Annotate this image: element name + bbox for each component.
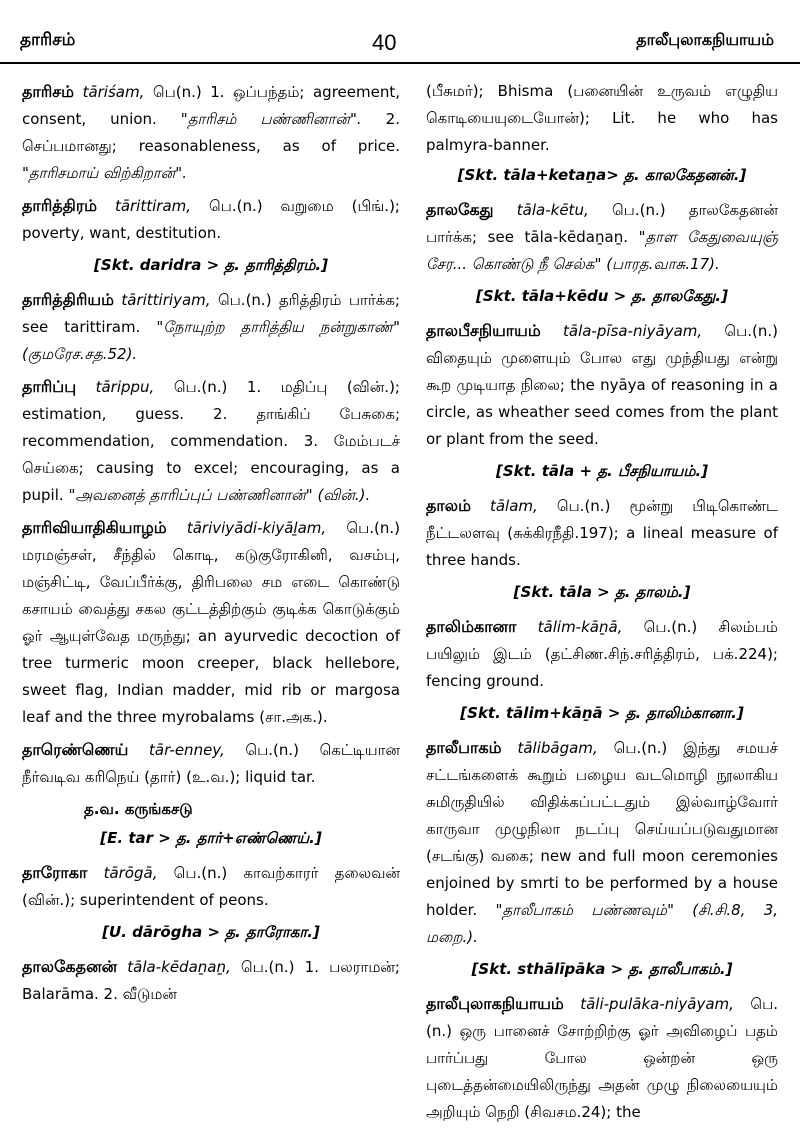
- definition: பெ.(n.) காவற்காரர் தலைவன் (வின்.); superintendent of peons.: [22, 864, 400, 909]
- definition: பெ.(n.) வறுமை (பிங்.); poverty, want, destitution.: [22, 197, 400, 242]
- left-column: [22, 78, 400, 1013]
- headword: தாலீபாகம்: [426, 738, 502, 757]
- usage-quote: "தாரிசம் பண்ணினான்".: [180, 110, 362, 128]
- definition: பெ.(n.) 1. பலராமன்; Balarāma. 2. வீடுமன்: [22, 958, 400, 1003]
- transliteration: tālibāgam,: [517, 739, 598, 757]
- definition: பெ.(n.) கெட்டியான நீர்வடிவ கரிநெய் (தார்) (உ.வ.); liquid tar.: [22, 741, 400, 786]
- etymology: [Skt. tāla + த. பீசநியாயம்.]: [495, 462, 709, 480]
- definition: பெ.(n.) சிலம்பம் பயிலும் இடம் (தட்சிண.சிந்.சரித்திரம், பக்.224); fencing ground.: [426, 618, 778, 690]
- headword: தாரிசம்: [22, 82, 75, 101]
- transliteration: tārōgā,: [103, 864, 158, 882]
- etymology: [Skt. tāla+kēdu > த. தாலகேது.]: [476, 287, 728, 305]
- headword: தாரிவியாதிகியாழம்: [22, 518, 167, 537]
- etymology: [Skt. sthālīpāka > த. தாலீபாகம்.]: [471, 960, 733, 978]
- header-divider: [0, 62, 800, 64]
- dictionary-entry: [22, 78, 400, 187]
- definition: பெ.(n.) 1. மதிப்பு (வின்.); estimation, guess. 2. தாங்கிப் பேசுகை; recommendation, commendation. 3. மேம்படச் செய்கை; causing to excel; encouraging, as a pupil.: [22, 378, 400, 504]
- usage-quote: "தாள கேதுவையுஞ் சேர... கொண்டு நீ செல்க" (பாரத.வாசு.17).: [426, 228, 778, 273]
- transliteration: tāli-pulāka-niyāyam,: [580, 995, 734, 1013]
- definition: பெ.(n.) தாலகேதனன் பார்க்க; see tāla-kēdaṉaṉ.: [426, 201, 778, 246]
- headword: தாலம்: [426, 496, 471, 515]
- headword: தாலகேது: [426, 200, 494, 219]
- headword: தாரெண்ணெய்: [22, 740, 129, 759]
- transliteration: tālim-kāṉā,: [537, 618, 623, 636]
- dictionary-entry: [22, 514, 400, 731]
- etymology: [Skt. tāla+ketaṉa> த. காலகேதனன்.]: [457, 166, 747, 184]
- usage-quote: "தாரிசமாய் விற்கிறான்".: [22, 164, 187, 182]
- dictionary-entry: [426, 196, 778, 278]
- right-column: [426, 78, 778, 1131]
- definition: பெ.(n.) இந்து சமயச் சட்டங்களைக் கூறும் பழைய வடமொழி நூலாகிய சுமிருதியில் விதிக்கப்பட்டதும் இல்வாழ்வோர் காருவா முழுநிலா நடப்பு செய்யப்படுவதுமான (சடங்கு) வகை; new and full moon ceremonies enjoined by smrti to be performed by a house holder.: [426, 739, 778, 919]
- definition: பெ.(n.) மரமஞ்சள், சீந்தில் கொடி, கடுகுரோகினி, வசம்பு, மஞ்சிட்டி, வேப்பீர்க்கு, திரிபலை சம எடை கொண்டு கசாயம் வைத்து சகல குட்டத்திற்கும் குடிக்க கொடுக்கும் ஓர் ஆயுள்வேத மருந்து; an ayurvedic decoction of tree turmeric moon creeper, black hellebore, sweet flag, Indian madder, mid rib or margosa leaf and the three myrobalams (சா.அக.).: [22, 519, 400, 726]
- etymology: [E. tar > த. தார்+எண்ணெய்.]: [100, 829, 322, 847]
- headword: தாரோகா: [22, 863, 88, 882]
- entry-continuation: (பீசுமர்); Bhisma (பனையின் உருவம் எழுதிய கொடியையுடையோன்); Lit. he who has palmyra-banner.: [426, 82, 778, 154]
- dictionary-entry: [22, 373, 400, 509]
- dictionary-entry: [426, 613, 778, 695]
- dictionary-entry: [426, 317, 778, 453]
- transliteration: tārittiriyam,: [121, 291, 211, 309]
- dictionary-entry: [22, 192, 400, 247]
- etymology: [Skt. tāla > த. தாலம்.]: [513, 583, 691, 601]
- dictionary-entry: [22, 736, 400, 791]
- etymology: [Skt. daridra > த. தாரித்திரம்.]: [94, 256, 328, 274]
- dictionary-entry: [22, 859, 400, 914]
- definition: பெ.(n.) ஒரு பானைச் சோற்றிற்கு ஓர் அவிழைப் பதம் பார்ப்பது போல ஒன்றன் ஒரு புடைத்தன்மையிலிருந்து அதன் முழு நிலையையும் அறியும் நெறி (சிவசம.24); the: [426, 995, 778, 1121]
- headword: தாரிப்பு: [22, 377, 77, 396]
- dictionary-entry: [426, 990, 778, 1126]
- transliteration: tāla-pīsa-niyāyam,: [563, 322, 703, 340]
- definition: பெ(n.) 1. ஒப்பந்தம்; agreement, consent, union.: [22, 83, 400, 128]
- definition: 2. செப்பமானது; reasonableness, as of price.: [22, 110, 400, 155]
- tamil-equivalent: த.வ. கருங்கசடு: [84, 800, 193, 818]
- transliteration: tāriviyādi-kiyāḻam,: [186, 519, 327, 537]
- page-number: 40: [372, 30, 397, 55]
- etymology: [U. dārōgha > த. தாரோகா.]: [102, 923, 320, 941]
- transliteration: tāla-kētu,: [516, 201, 589, 219]
- usage-quote: "அவனைத் தாரிப்புப் பண்ணினான்" (வின்.).: [68, 486, 371, 504]
- dictionary-entry: [426, 734, 778, 951]
- transliteration: tār-enney,: [149, 741, 225, 759]
- transliteration: tāla-kēdaṉaṉ,: [127, 958, 231, 976]
- dictionary-entry: [22, 286, 400, 368]
- headword: தாலபீசநியாயம்: [426, 321, 541, 340]
- usage-quote: "தாலீபாகம் பண்ணவும்" (சி.சி.8, 3, மறை.).: [426, 901, 778, 946]
- headword: தாலீபுலாகநியாயம்: [426, 994, 564, 1013]
- headword: தாரித்திரம்: [22, 196, 97, 215]
- headword: தாலிம்கானா: [426, 617, 517, 636]
- usage-quote: "நோயுற்ற தாரித்திய நன்றுகாண்" (குமரேச.சத.52).: [22, 318, 400, 363]
- right-guide-word: தாலீபுலாகநியாயம்: [636, 30, 774, 49]
- transliteration: tāriśam,: [82, 83, 145, 101]
- headword: தாலகேதனன்: [22, 957, 118, 976]
- headword: தாரித்திரியம்: [22, 290, 114, 309]
- definition: பெ.(n.) மூன்று பிடிகொண்ட நீட்டலளவு (சுக்கிரநீதி.197); a lineal measure of three hands.: [426, 497, 778, 569]
- page-header: [0, 0, 800, 72]
- definition: பெ.(n.) விதையும் முளையும் போல எது முந்தியது என்று கூற முடியாத நிலை; the nyāya of reasoning in a circle, as wheather seed comes from the plant or plant from the seed.: [426, 322, 778, 448]
- transliteration: tārittiram,: [114, 197, 192, 215]
- transliteration: tālam,: [489, 497, 538, 515]
- transliteration: tārippu,: [95, 378, 155, 396]
- dictionary-entry: [22, 953, 400, 1008]
- etymology: [Skt. tālim+kāṉā > த. தாலிம்கானா.]: [460, 704, 744, 722]
- left-guide-word: தாரிசம்: [20, 30, 76, 50]
- dictionary-entry: [426, 492, 778, 574]
- definition: பெ.(n.) தரித்திரம் பார்க்க; see tarittiram.: [22, 291, 400, 336]
